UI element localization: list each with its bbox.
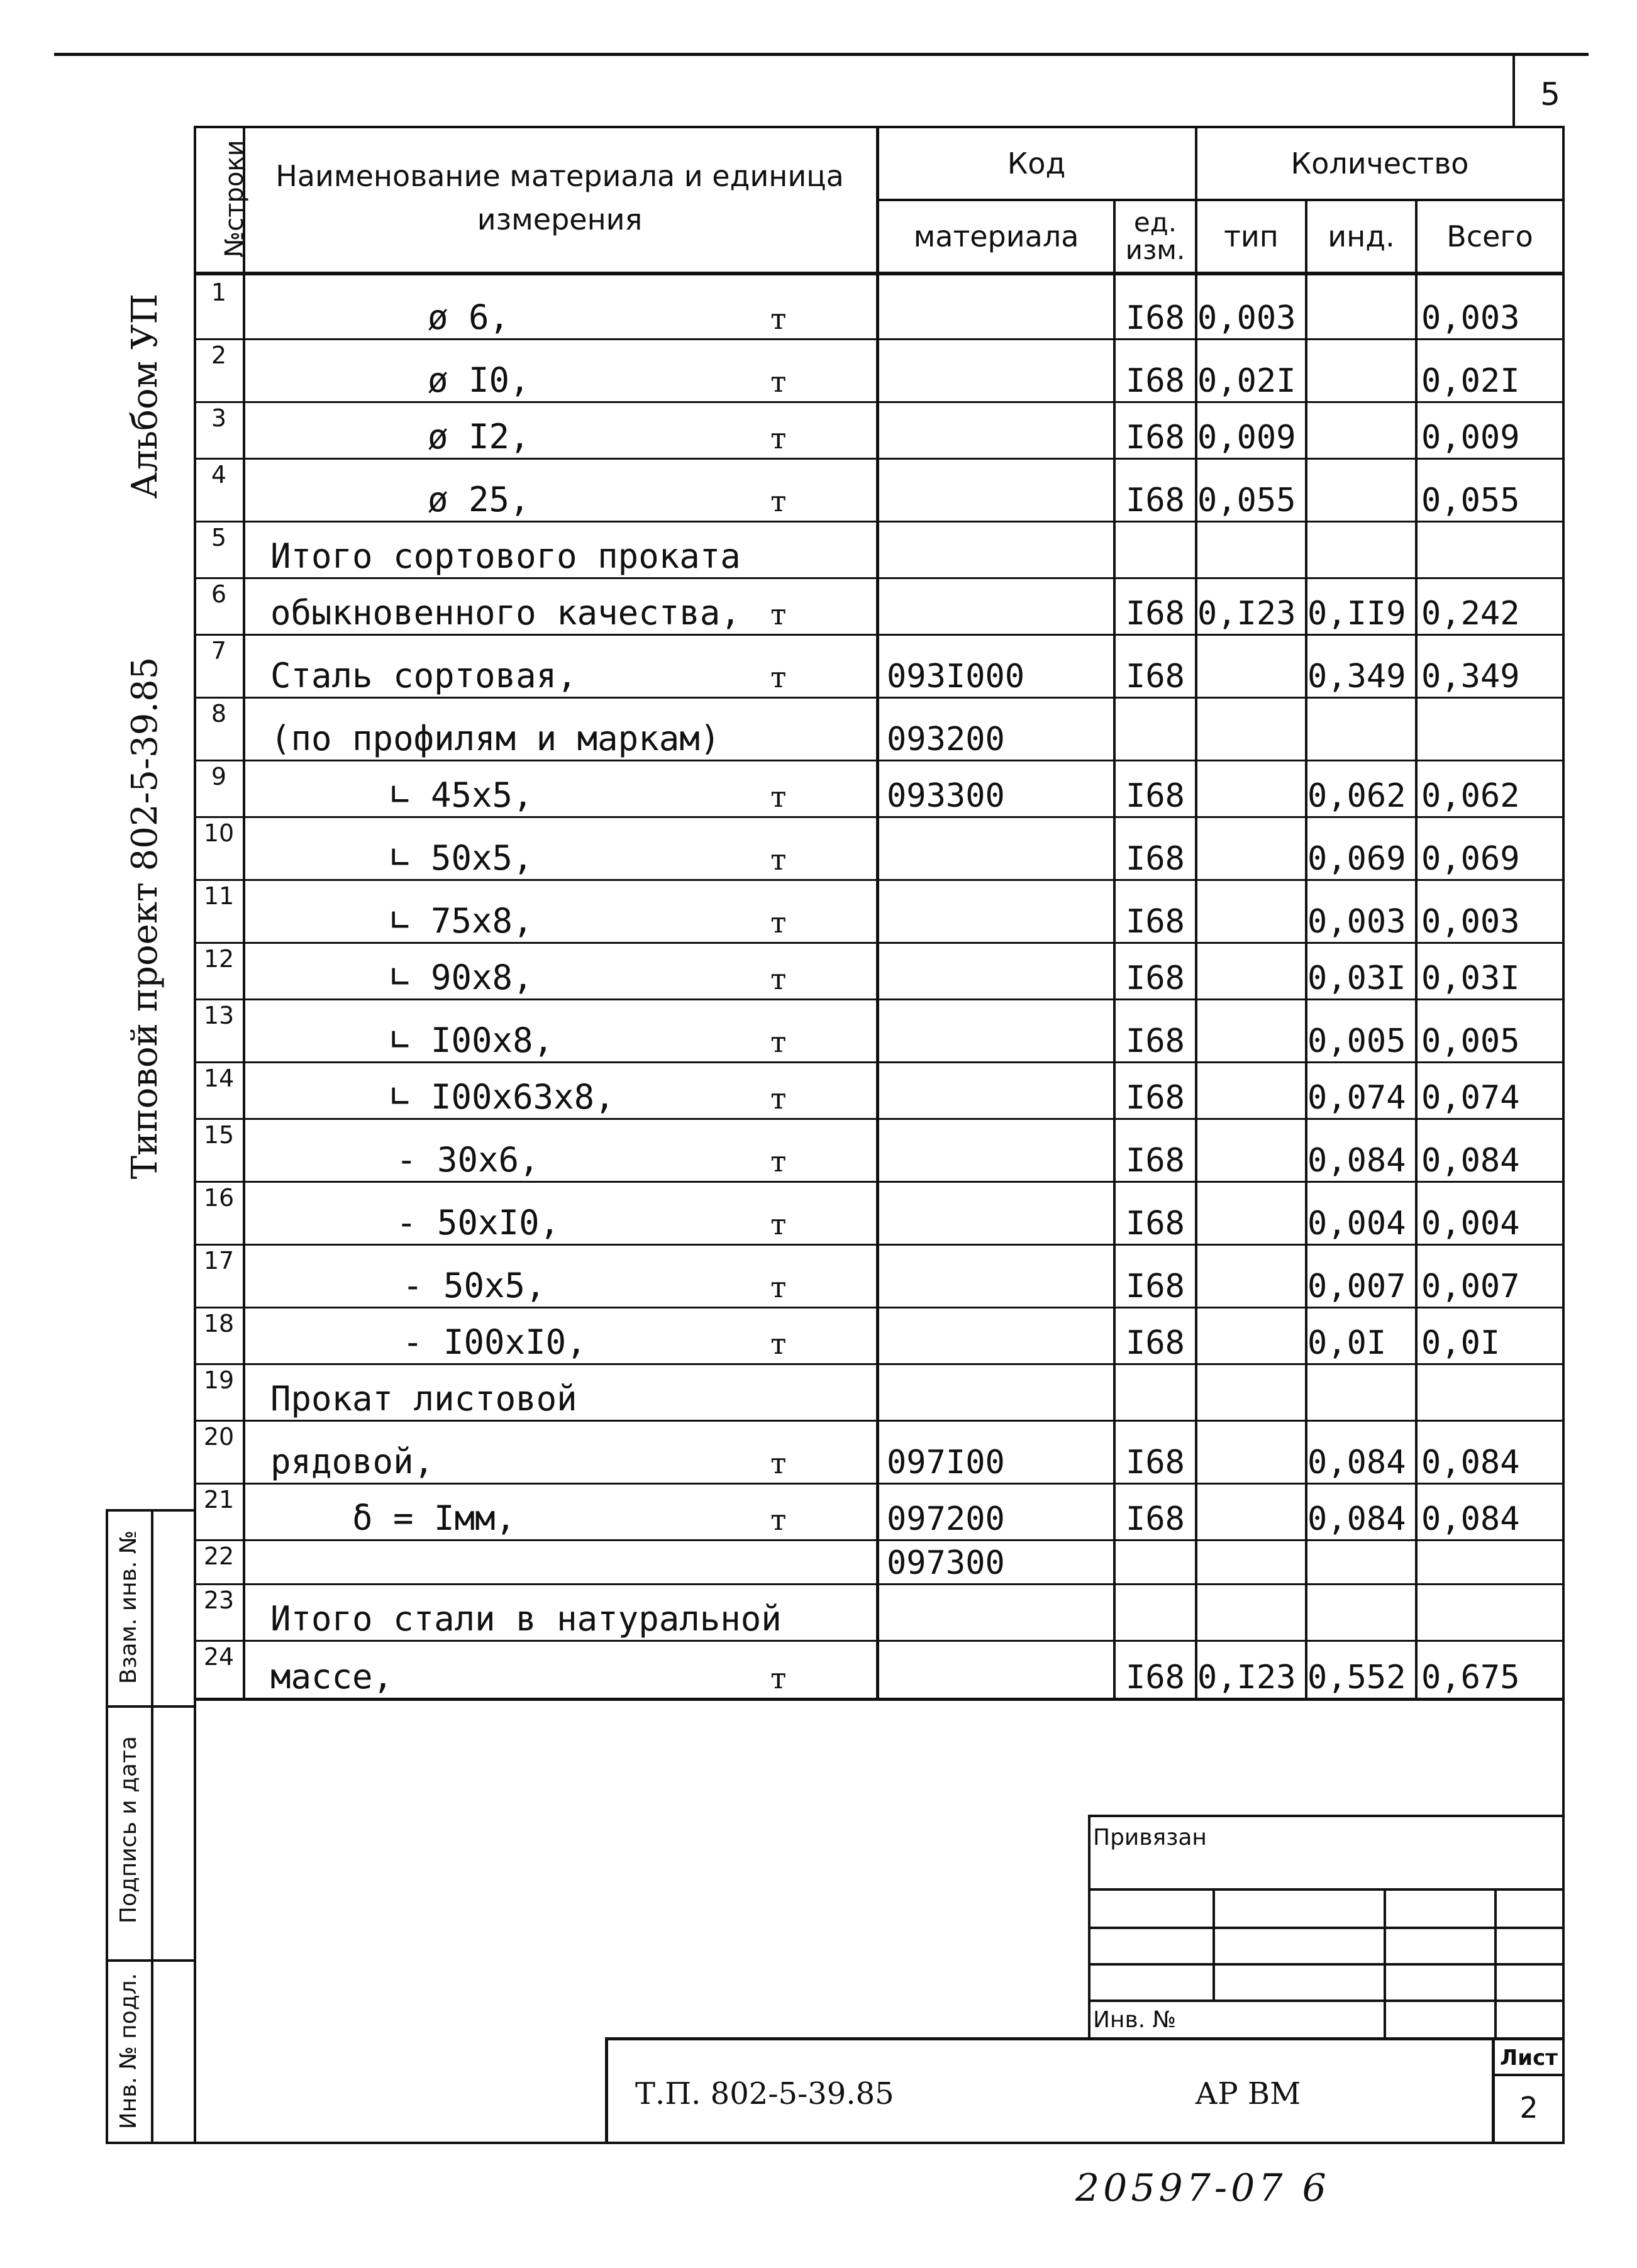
row-unit: т [770,1270,787,1304]
row-description [270,1539,774,1579]
stamp-top [605,2037,1565,2040]
row-ed: I68 [1126,777,1185,815]
row-code [887,1181,1111,1240]
side-stamp-top [106,1509,194,1512]
row-unit: т [770,1025,787,1059]
row-ind: 0,II9 [1307,595,1406,633]
podpis-label: Подпись и дата [115,1735,142,1924]
row-total: 0,003 [1421,299,1520,337]
page-number: 5 [1540,76,1560,113]
row-description: Итого сортового проката [270,536,741,576]
row-tip [1197,816,1305,875]
row-number: 17 [203,1247,235,1275]
row-tip [1197,998,1305,1058]
row-code [887,275,1111,335]
row-description: ∟ I00x63x8, [390,1077,615,1117]
inv-no-label: Инв. № [1093,2007,1177,2033]
row-tip [1197,879,1305,938]
row-tip [1197,1539,1305,1579]
privyazan-label: Привязан [1093,1824,1207,1850]
privyazan-col3 [1494,1888,1497,2039]
row-total: 0,005 [1421,1022,1520,1060]
row-ed: I68 [1126,658,1185,695]
row-total [1421,1363,1562,1416]
row-ind: 0,003 [1307,903,1406,941]
side-stamp-inner-line [151,1509,153,2144]
row-description: Сталь сортовая, [270,656,577,695]
row-unit: т [770,1144,787,1178]
designation: Т.П. 802-5-39.85 [635,2076,894,2111]
row-code [887,1118,1111,1177]
row-total: 0,242 [1421,595,1520,633]
row-number: 2 [211,341,227,369]
row-unit: т [770,1661,787,1695]
row-ed: I68 [1126,1324,1185,1362]
row-ed: I68 [1126,1142,1185,1180]
row-number: 15 [203,1121,235,1149]
row-tip: 0,I23 [1197,595,1296,633]
row-tip: 0,02I [1197,362,1296,400]
row-ed: I68 [1126,1022,1185,1060]
row-total: 0,03I [1421,960,1520,997]
row-ind: 0,062 [1307,777,1406,815]
row-number: 11 [203,882,235,910]
row-number: 12 [203,945,235,973]
col-line-rowno [243,126,245,1698]
row-number: 3 [211,404,227,432]
row-number: 13 [203,1002,235,1029]
row-description: ø I0, [428,360,530,400]
vzam-label: Взам. инв. № [115,1530,142,1684]
row-description: ø 25, [428,480,530,519]
row-total: 0,009 [1421,419,1520,456]
row-code: 097200 [887,1500,1005,1538]
row-code: 093200 [887,721,1005,758]
row-total [1421,697,1562,756]
row-total: 0,007 [1421,1268,1520,1305]
row-ind: 0,005 [1307,1022,1406,1060]
row-description: ø 6, [428,297,510,337]
row-ed [1116,521,1195,573]
row-total: 0,02I [1421,362,1520,400]
row-ind [1307,1583,1415,1636]
row-description: - 30x6, [396,1140,540,1180]
row-ind: 0,0I [1307,1324,1387,1362]
row-description: ∟ 90x8, [390,958,533,997]
table-top-border [194,126,1565,128]
row-number: 8 [211,700,227,727]
row-number: 10 [203,819,235,847]
privyazan-top [1088,1815,1565,1817]
frame-right-border [1562,126,1565,2144]
row-ed: I68 [1126,362,1185,400]
sheet-number: 2 [1519,2091,1538,2125]
row-tip: 0,055 [1197,482,1296,519]
header-ind: инд. [1328,219,1395,253]
row-code [887,942,1111,995]
row-ind [1307,338,1415,397]
row-unit: т [770,1207,787,1241]
row-code: 093300 [887,777,1005,815]
stamp-sheet-mid [1492,2074,1565,2076]
row-ind [1307,458,1415,517]
header-total: Всего [1446,219,1533,253]
row-number: 20 [203,1423,235,1451]
row-unit [770,697,808,755]
row-code: 097I00 [887,1444,1005,1481]
row-tip: 0,003 [1197,299,1296,337]
privyazan-col1 [1212,1888,1215,2000]
row-number: 21 [203,1486,235,1513]
row-total: 0,055 [1421,482,1520,519]
row-tip [1197,1118,1305,1177]
row-ed: I68 [1126,1500,1185,1538]
header-name: Наименование материала и единица измерения [275,159,844,236]
row-code [887,521,1111,573]
row-code [887,1061,1111,1114]
row-code [887,1363,1111,1416]
row-unit: т [770,365,787,399]
row-number: 7 [211,637,227,665]
row-ed: I68 [1126,903,1185,941]
row-ed: I68 [1126,1079,1185,1117]
row-unit: т [770,843,787,877]
row-tip [1197,1181,1305,1240]
row-total: 0,062 [1421,777,1520,815]
row-total [1421,1583,1562,1636]
row-total: 0,003 [1421,903,1520,941]
row-unit: т [770,1081,787,1115]
row-tip [1197,942,1305,995]
row-ind: 0,004 [1307,1205,1406,1242]
row-number: 24 [203,1643,235,1671]
row-tip [1197,521,1305,573]
row-code [887,1583,1111,1636]
row-ind: 0,552 [1307,1659,1406,1696]
row-ind [1307,275,1415,335]
row-ind: 0,074 [1307,1079,1406,1117]
side-stamp-outer-line [106,1509,108,2144]
row-description: - 50xI0, [396,1203,560,1242]
top-rule [54,53,1589,56]
row-ed: I68 [1126,299,1185,337]
row-unit: т [770,780,787,814]
row-ed: I68 [1126,1444,1185,1481]
row-unit [770,1363,808,1415]
table-bottom-line [194,1698,1565,1701]
row-ed [1116,1363,1195,1416]
row-total: 0,069 [1421,840,1520,878]
row-ed: I68 [1126,1205,1185,1242]
mark: АР ВМ [1195,2076,1301,2111]
row-number: 16 [203,1184,235,1212]
row-number: 22 [203,1542,235,1570]
row-ind: 0,084 [1307,1500,1406,1538]
row-description: (по профилям и маркам) [270,719,721,758]
row-tip [1197,760,1305,812]
row-unit [770,1539,808,1578]
row-code [887,1244,1111,1303]
header-mid-line [876,199,1565,201]
row-tip [1197,634,1305,693]
row-ed [1116,1583,1195,1636]
project-label: Типовой проект 802-5-39.85 [124,656,165,1180]
row-ed: I68 [1126,960,1185,997]
row-tip [1197,1363,1305,1416]
row-code [887,577,1111,630]
row-total: 0,084 [1421,1500,1520,1538]
row-ed: I68 [1126,1268,1185,1305]
row-total: 0,084 [1421,1444,1520,1481]
col-line-code [876,126,879,1698]
row-description: - I00xI0, [402,1322,587,1362]
row-total: 0,675 [1421,1659,1520,1696]
privyazan-row3 [1088,1963,1565,1966]
row-number: 14 [203,1065,235,1092]
row-ind [1307,521,1415,573]
inv-podl-label: Инв. № подл. [115,1972,142,2130]
row-number: 5 [211,524,227,551]
row-code [887,401,1111,454]
row-unit: т [770,421,787,455]
row-number: 1 [211,279,227,306]
row-tip [1197,1244,1305,1303]
row-number: 4 [211,461,227,489]
row-tip: 0,009 [1197,419,1296,456]
row-code: 097300 [887,1544,1005,1582]
row-unit: т [770,1503,787,1537]
row-unit: т [770,597,787,631]
row-number: 6 [211,580,227,608]
privyazan-col2 [1384,1888,1386,2039]
row-description: рядовой, [270,1442,435,1481]
album-label: Альбом УП [124,293,165,499]
row-description: ∟ 75x8, [390,901,533,941]
row-unit [770,521,808,572]
row-description: массе, [270,1657,394,1696]
col-line-total [1415,199,1418,1698]
row-ind: 0,03I [1307,960,1406,997]
row-description: Прокат листовой [270,1379,577,1419]
row-ind [1307,1539,1415,1579]
row-unit: т [770,1446,787,1480]
privyazan-row2 [1088,1927,1565,1929]
row-ind: 0,084 [1307,1444,1406,1481]
header-row-no: №строки [220,140,249,258]
row-number: 9 [211,763,227,790]
row-code [887,1640,1111,1694]
row-ind [1307,697,1415,756]
row-ind [1307,401,1415,454]
row-total: 0,004 [1421,1205,1520,1242]
row-code [887,1307,1111,1359]
row-unit: т [770,484,787,518]
row-code [887,998,1111,1058]
privyazan-row4 [1088,2000,1565,2002]
row-ed: I68 [1126,419,1185,456]
row-unit: т [770,905,787,939]
stamp-left [605,2037,608,2144]
row-description: обыкновенного качества, [270,593,741,633]
row-ind: 0,007 [1307,1268,1406,1305]
row-code [887,816,1111,875]
privyazan-row1 [1088,1888,1565,1891]
row-tip: 0,I23 [1197,1659,1296,1696]
header-code-unit: ед. изм. [1125,206,1185,265]
row-tip [1197,1483,1305,1535]
sheet-label: Лист [1500,2045,1558,2071]
header-code-material: материала [913,219,1079,253]
row-number: 19 [203,1366,235,1394]
row-tip [1197,1420,1305,1479]
row-unit: т [770,962,787,996]
row-unit: т [770,660,787,694]
header-tip: тип [1224,219,1279,253]
row-ed: I68 [1126,595,1185,633]
row-total: 0,074 [1421,1079,1520,1117]
row-total [1421,521,1562,573]
row-code [887,338,1111,397]
row-ed: I68 [1126,482,1185,519]
row-ind: 0,069 [1307,840,1406,878]
row-tip [1197,1583,1305,1636]
row-code [887,879,1111,938]
row-code [887,458,1111,517]
row-unit [770,1583,808,1635]
row-description: ∟ 45x5, [390,775,533,815]
row-tip [1197,697,1305,756]
row-unit: т [770,302,787,336]
row-ed [1116,1539,1195,1579]
row-description: ∟ 50x5, [390,838,533,878]
row-description: - 50x5, [402,1266,546,1305]
row-tip [1197,1307,1305,1359]
row-ed: I68 [1126,840,1185,878]
row-total [1421,1539,1562,1579]
row-code: 093I000 [887,658,1025,695]
row-total: 0,349 [1421,658,1520,695]
row-description: δ = Iмм, [352,1498,516,1538]
row-ind: 0,084 [1307,1142,1406,1180]
row-total: 0,084 [1421,1142,1520,1180]
header-quantity: Количество [1290,147,1469,180]
row-unit: т [770,1327,787,1361]
row-ind: 0,349 [1307,658,1406,695]
page-bottom-frame [106,2142,1565,2144]
archive-number: 20597-07 6 [1075,2166,1330,2210]
row-ed: I68 [1126,1659,1185,1696]
row-number: 23 [203,1586,235,1614]
row-number: 18 [203,1310,235,1337]
row-description: ø I2, [428,417,530,456]
side-stamp-div2 [106,1959,194,1962]
row-tip [1197,1061,1305,1114]
row-description: ∟ I00x8, [390,1021,554,1060]
row-ed [1116,697,1195,756]
row-ind [1307,1363,1415,1416]
row-total: 0,0I [1421,1324,1501,1362]
row-description: Итого стали в натуральной [270,1599,782,1639]
header-code: Код [1007,147,1066,180]
